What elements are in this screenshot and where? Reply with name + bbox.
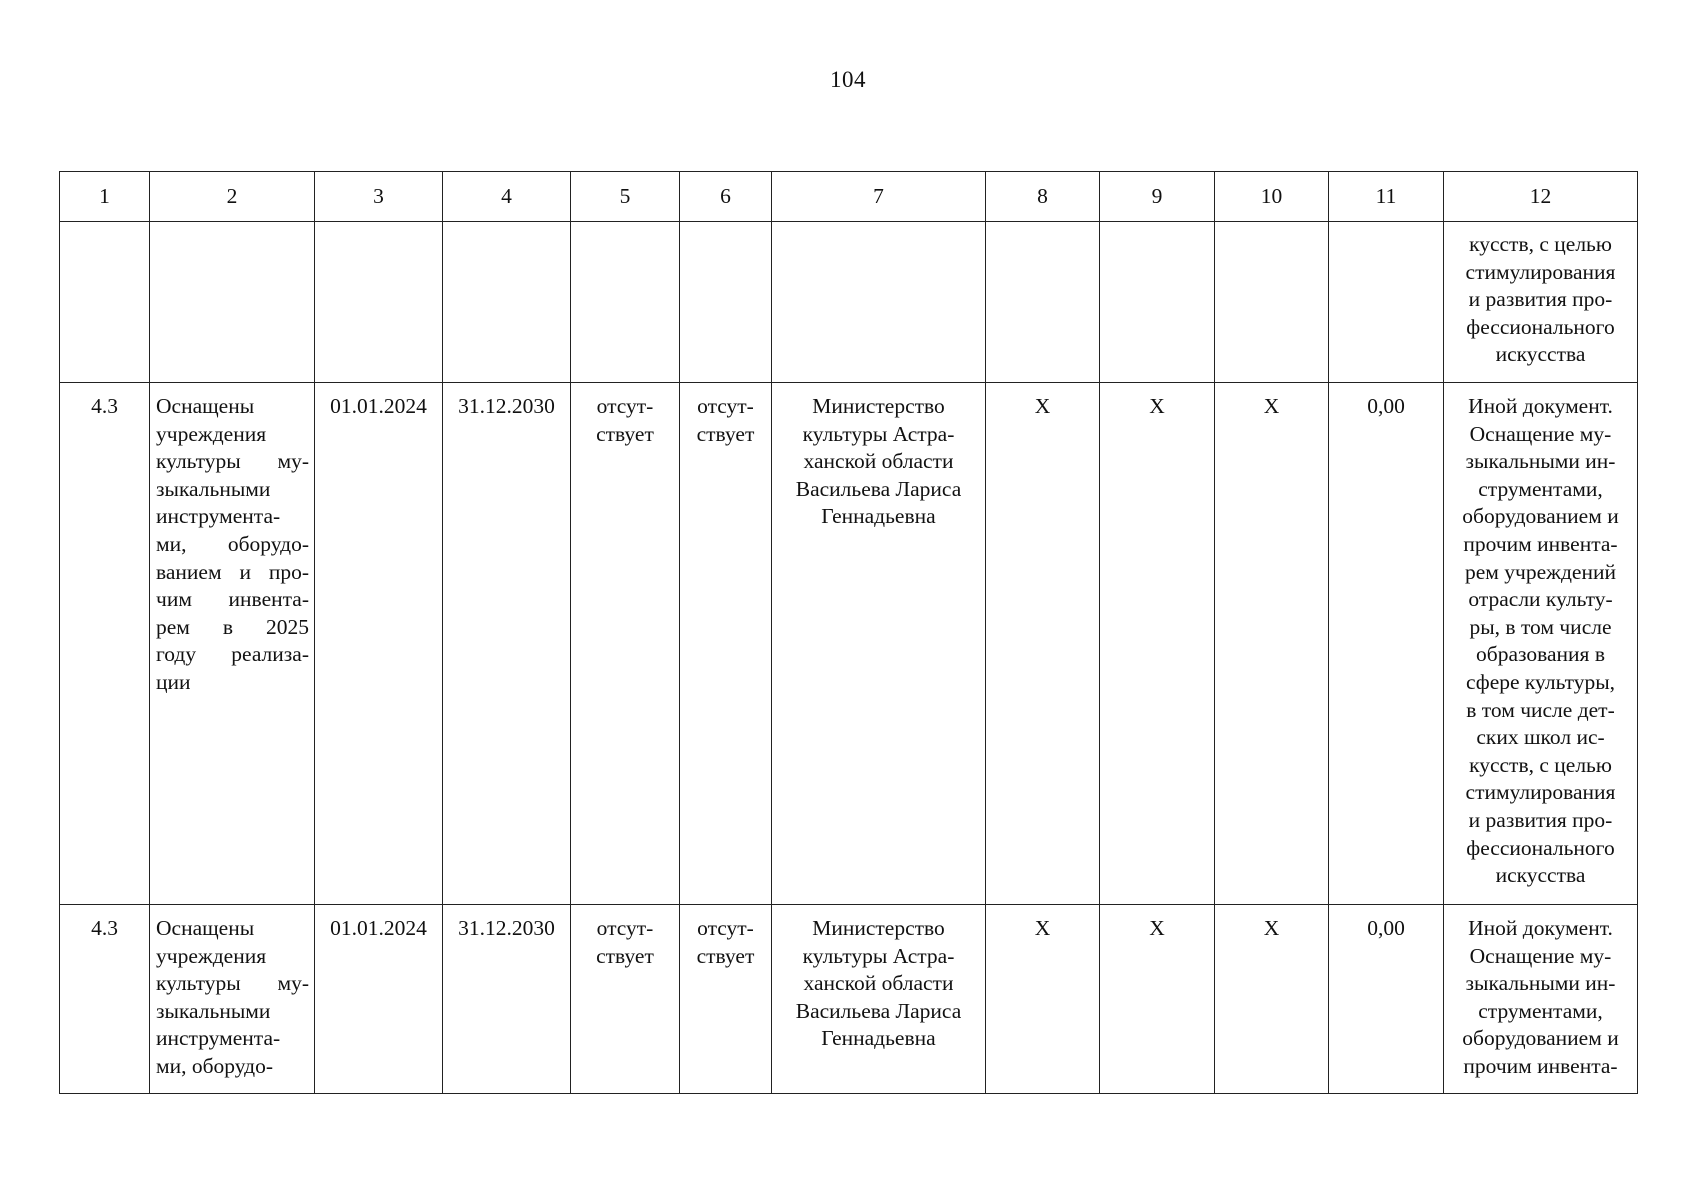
document-cell-line: стимулирования bbox=[1465, 780, 1616, 805]
column-number: 1 bbox=[60, 172, 150, 222]
document-cell-line: прочим инвента- bbox=[1463, 1053, 1618, 1078]
page-number: 104 bbox=[830, 67, 866, 92]
responsible-cell-line: ханской области bbox=[803, 449, 954, 474]
column-8-cell: X bbox=[986, 383, 1100, 905]
column-5-cell-line: ствует bbox=[596, 421, 654, 446]
column-5-cell bbox=[571, 383, 680, 905]
document-cell-line: фессионального bbox=[1466, 314, 1615, 339]
row-number-cell: 4.3 bbox=[60, 905, 150, 1094]
event-name-cell-line: культуры му- bbox=[156, 449, 309, 474]
event-name-cell bbox=[150, 222, 315, 383]
document-cell-line: рем учреждений bbox=[1465, 559, 1616, 584]
column-number: 12 bbox=[1444, 172, 1638, 222]
document-cell-line: струментами, bbox=[1478, 476, 1603, 501]
column-9-cell: X bbox=[1100, 383, 1215, 905]
document-cell-line: и развития про- bbox=[1468, 287, 1613, 312]
document-cell-line: стимулирования bbox=[1465, 259, 1616, 284]
document-cell bbox=[1444, 383, 1638, 905]
document-cell-line: зыкальными ин- bbox=[1465, 971, 1616, 996]
responsible-cell-line: Министерство bbox=[812, 394, 945, 418]
responsible-cell-line: Васильева Лариса bbox=[795, 476, 962, 501]
column-6-cell bbox=[680, 383, 772, 905]
column-9-cell: X bbox=[1100, 905, 1215, 1094]
column-11-cell bbox=[1329, 222, 1444, 383]
event-name-cell-line: году реализа- bbox=[156, 642, 309, 667]
column-6-cell bbox=[680, 905, 772, 1094]
column-5-cell-line: отсут- bbox=[596, 394, 654, 418]
event-name-cell-line: чим инвента- bbox=[156, 587, 309, 612]
column-10-cell: X bbox=[1215, 905, 1329, 1094]
column-10-cell: X bbox=[1215, 383, 1329, 905]
event-name-cell-line: Оснащены bbox=[156, 916, 255, 940]
table-row bbox=[60, 222, 1638, 383]
event-name-cell-line: ми, оборудо- bbox=[156, 1053, 274, 1078]
column-11-cell: 0,00 bbox=[1329, 383, 1444, 905]
column-number: 2 bbox=[150, 172, 315, 222]
document-cell-line: оборудованием и bbox=[1462, 504, 1619, 529]
event-name-cell-line: инструмента- bbox=[156, 504, 281, 529]
document-cell-line: ских школ ис- bbox=[1476, 725, 1605, 750]
event-name-cell-line: культуры му- bbox=[156, 971, 309, 996]
responsible-cell bbox=[772, 222, 986, 383]
table-row bbox=[60, 383, 1638, 905]
responsible-cell bbox=[772, 383, 986, 905]
document-cell-line: Оснащение му- bbox=[1469, 421, 1612, 446]
column-number: 10 bbox=[1215, 172, 1329, 222]
start-date-cell bbox=[315, 222, 443, 383]
column-6-cell bbox=[680, 222, 772, 383]
event-name-cell-line: инструмента- bbox=[156, 1026, 281, 1051]
responsible-cell-line: Васильева Лариса bbox=[795, 998, 962, 1023]
row-number-cell bbox=[60, 222, 150, 383]
responsible-cell-line: культуры Астра- bbox=[802, 943, 955, 968]
column-8-cell: X bbox=[986, 905, 1100, 1094]
document-cell-line: сфере культуры, bbox=[1465, 669, 1616, 694]
start-date-cell: 01.01.2024 bbox=[315, 383, 443, 905]
event-name-cell-line: учреждения bbox=[156, 943, 267, 968]
document-cell-line: в том числе дет- bbox=[1466, 697, 1615, 722]
column-number: 11 bbox=[1329, 172, 1444, 222]
document-cell-line: зыкальными ин- bbox=[1465, 449, 1616, 474]
events-table bbox=[59, 171, 1638, 1094]
column-8-cell bbox=[986, 222, 1100, 383]
column-5-cell bbox=[571, 222, 680, 383]
document-cell bbox=[1444, 905, 1638, 1094]
event-name-cell-line: учреждения bbox=[156, 421, 267, 446]
end-date-cell: 31.12.2030 bbox=[443, 905, 571, 1094]
column-number: 6 bbox=[680, 172, 772, 222]
responsible-cell-line: культуры Астра- bbox=[802, 421, 955, 446]
row-number-cell: 4.3 bbox=[60, 383, 150, 905]
column-number: 9 bbox=[1100, 172, 1215, 222]
event-name-cell-line: ванием и про- bbox=[156, 559, 309, 584]
column-6-cell-line: отсут- bbox=[697, 916, 754, 940]
document-cell-line: искусства bbox=[1495, 863, 1586, 888]
column-number-row bbox=[60, 172, 1638, 222]
responsible-cell-line: Министерство bbox=[812, 916, 945, 940]
document-cell-line: ры, в том числе bbox=[1469, 614, 1612, 639]
column-10-cell bbox=[1215, 222, 1329, 383]
event-name-cell-line: Оснащены bbox=[156, 394, 255, 418]
responsible-cell bbox=[772, 905, 986, 1094]
column-9-cell bbox=[1100, 222, 1215, 383]
event-name-cell-line: ми, оборудо- bbox=[156, 531, 309, 556]
column-number: 7 bbox=[772, 172, 986, 222]
column-5-cell bbox=[571, 905, 680, 1094]
event-name-cell bbox=[150, 383, 315, 905]
document-cell-line: Иной документ. bbox=[1468, 916, 1613, 940]
column-6-cell-line: ствует bbox=[696, 943, 755, 968]
document-cell-line: образования в bbox=[1476, 642, 1605, 667]
column-5-cell-line: ствует bbox=[596, 943, 654, 968]
column-6-cell-line: ствует bbox=[696, 421, 755, 446]
column-number: 3 bbox=[315, 172, 443, 222]
document-cell-line: кусств, с целью bbox=[1469, 752, 1612, 777]
event-name-cell-line: зыкальными bbox=[156, 476, 271, 501]
document-cell-line: отрасли культу- bbox=[1468, 587, 1613, 612]
table-row bbox=[60, 905, 1638, 1094]
end-date-cell bbox=[443, 222, 571, 383]
end-date-cell: 31.12.2030 bbox=[443, 383, 571, 905]
start-date-cell: 01.01.2024 bbox=[315, 905, 443, 1094]
document-cell-line: фессионального bbox=[1466, 835, 1615, 860]
column-5-cell-line: отсут- bbox=[596, 916, 654, 940]
event-name-cell-line: рем в 2025 bbox=[156, 614, 309, 639]
document-cell-line: искусства bbox=[1495, 342, 1586, 367]
event-name-cell-line: зыкальными bbox=[156, 998, 271, 1023]
event-name-cell-line: ции bbox=[156, 669, 191, 694]
responsible-cell-line: Геннадьевна bbox=[821, 1026, 936, 1051]
responsible-cell-line: Геннадьевна bbox=[821, 504, 936, 529]
document-cell-line: Иной документ. bbox=[1468, 394, 1613, 418]
column-number: 5 bbox=[571, 172, 680, 222]
document-cell-line: и развития про- bbox=[1468, 807, 1613, 832]
document-cell bbox=[1444, 222, 1638, 383]
column-number: 8 bbox=[986, 172, 1100, 222]
document-cell-line: Оснащение му- bbox=[1469, 943, 1612, 968]
document-cell-line: кусств, с целью bbox=[1469, 232, 1612, 256]
document-cell-line: оборудованием и bbox=[1462, 1026, 1619, 1051]
document-cell-line: прочим инвента- bbox=[1463, 531, 1618, 556]
event-name-cell bbox=[150, 905, 315, 1094]
document-cell-line: струментами, bbox=[1478, 998, 1603, 1023]
responsible-cell-line: ханской области bbox=[803, 971, 954, 996]
column-number: 4 bbox=[443, 172, 571, 222]
column-6-cell-line: отсут- bbox=[697, 394, 754, 418]
column-11-cell: 0,00 bbox=[1329, 905, 1444, 1094]
